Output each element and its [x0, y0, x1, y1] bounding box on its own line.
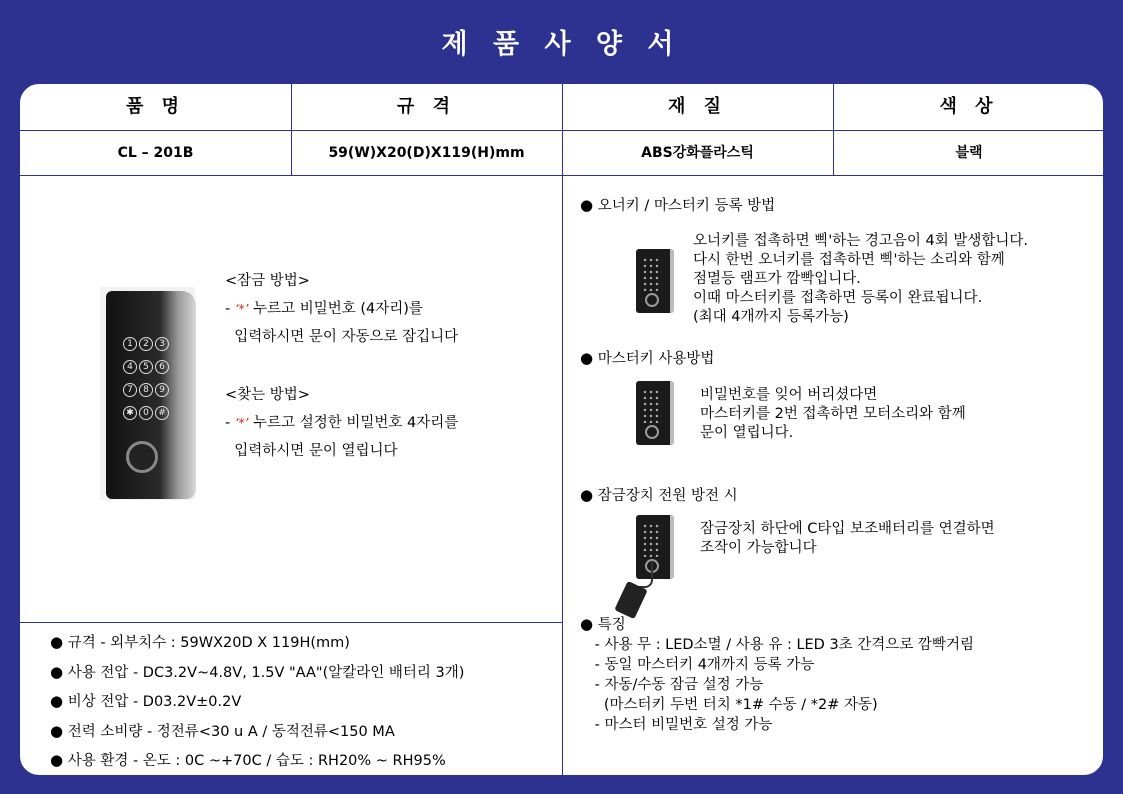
value-spec: 59(W)X20(D)X119(H)mm [328, 145, 525, 161]
feature-item: - 마스터 비밀번호 설정 가능 [590, 717, 773, 733]
value-product-name: CL – 201B [117, 145, 194, 161]
lock-knob [126, 441, 158, 473]
keypad-key: 7 [123, 383, 137, 397]
star-key-label: ‘*’ [234, 302, 249, 316]
keypad-key: 8 [139, 383, 153, 397]
section-desc-master-key: 비밀번호를 잊어 버리셨다면 마스터키를 2번 접촉하면 모터소리와 함께 문이 열립니다. [700, 387, 966, 441]
keypad-key: 0 [139, 406, 153, 420]
section-title-key-registration: ● 오너키 / 마스터키 등록 방법 [580, 196, 776, 214]
features-title: ● 특징 [580, 615, 626, 633]
open-method-line1: - ‘*’ 누르고 설정한 비밀번호 4자리를 [225, 415, 459, 431]
keypad-key: 1 [123, 337, 137, 351]
spec-list [50, 628, 464, 776]
usb-cable-icon [635, 562, 653, 588]
feature-item: - 자동/수동 잠금 설정 가능 [590, 677, 764, 693]
keypad-key: 4 [123, 360, 137, 374]
spec-panel [19, 83, 1104, 776]
lock-thumbnail-icon [636, 381, 674, 445]
header-spec: 규 격 [396, 96, 457, 117]
keypad-key: 5 [139, 360, 153, 374]
keypad-key: # [155, 406, 169, 420]
value-material: ABS강화플라스틱 [641, 145, 754, 161]
section-title-master-key: ● 마스터키 사용방법 [580, 349, 715, 367]
open-method-title: <찾는 방법> [225, 387, 310, 403]
section-title-power-discharge: ● 잠금장치 전원 방전 시 [580, 486, 738, 504]
keypad-key: 6 [155, 360, 169, 374]
keypad-key: 2 [139, 337, 153, 351]
open-method-line2: 입력하시면 문이 열립니다 [225, 443, 398, 459]
lock-method-title: <잠금 방법> [225, 273, 310, 289]
feature-item: (마스터키 두번 터치 *1# 수동 / *2# 자동) [590, 697, 878, 713]
lock-method-line1: - ‘*’ 누르고 비밀번호 (4자리)를 [225, 301, 423, 317]
spec-item: ● 비상 전압 - D03.2V±0.2V [50, 692, 242, 710]
keypad-key: 3 [155, 337, 169, 351]
spec-item: ● 사용 전압 - DC3.2V~4.8V, 1.5V "AA"(알칼라인 배터리 3개) [50, 662, 465, 681]
value-color: 블랙 [955, 145, 983, 161]
header-product-name: 품 명 [125, 96, 186, 117]
section-desc-power-discharge: 잠금장치 하단에 C타입 보조배터리를 연결하면 조작이 가능합니다 [700, 521, 995, 556]
feature-item: - 사용 무 : LED소멸 / 사용 유 : LED 3초 간격으로 깜빡거림 [590, 637, 974, 653]
star-key-label: ‘*’ [234, 416, 249, 430]
lock-device-image [100, 287, 195, 500]
keypad-key: ✱ [123, 406, 137, 420]
header-color: 색 상 [939, 96, 999, 117]
features [580, 614, 974, 735]
section-desc-key-registration: 오너키를 접촉하면 삑'하는 경고음이 4회 발생합니다. 다시 한번 오너키를 접촉하면 삑'하는 소리와 함께 점멸등 램프가 깜빡입니다. 이때 마스터키를 접촉하면 등록이 완료됩니다. (최대 4개까지 등록가능) [693, 233, 1029, 325]
lock-instructions [225, 267, 458, 465]
keypad-key: 9 [155, 383, 169, 397]
spec-item: ● 규격 - 외부치수 : 59WX20D X 119H(mm) [50, 633, 350, 651]
lock-thumbnail-icon [636, 249, 674, 313]
page-title: 제 품 사 양 서 [441, 29, 682, 60]
lock-method-line2: 입력하시면 문이 자동으로 잠깁니다 [225, 329, 459, 345]
feature-item: - 동일 마스터키 4개까지 등록 가능 [590, 657, 815, 673]
spec-item: ● 사용 환경 - 온도 : 0C ~+70C / 습도 : RH20% ~ RH95% [50, 751, 446, 769]
spec-item: ● 전력 소비량 - 정전류<30 u A / 동적전류<150 MA [50, 721, 395, 740]
header-material: 재 질 [667, 96, 728, 117]
